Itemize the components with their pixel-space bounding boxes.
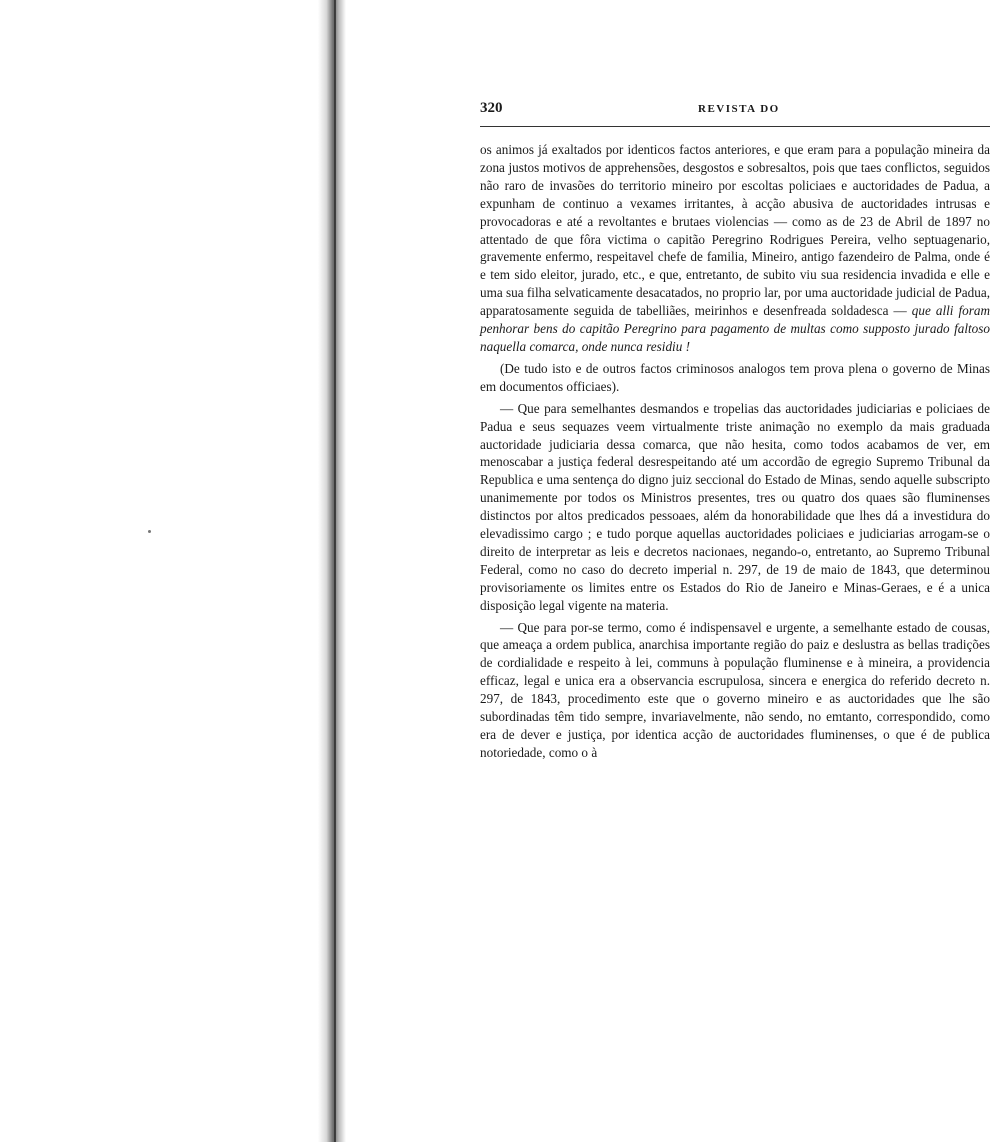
paragraph-2: (De tudo isto e de outros factos criminosos analogos tem prova plena o governo de Minas em documentos officiaes).	[480, 360, 990, 394]
page-number: 320	[480, 100, 503, 116]
paragraph-1-italic: que alli foram penhorar bens do capitão Peregrino para pagamento de multas como supposto jurado faltoso naquella comarca, onde nunca residiu !	[480, 303, 991, 354]
running-title: REVISTA DO	[698, 103, 780, 115]
page-header	[480, 100, 990, 127]
scan-speck	[148, 530, 151, 533]
book-gutter-line	[334, 0, 336, 1142]
book-gutter-shadow	[318, 0, 346, 1142]
paragraph-1	[480, 141, 990, 356]
book-page	[480, 100, 990, 762]
paragraph-3: — Que para semelhantes desmandos e tropelias das auctoridades judiciarias e policiaes de Padua e seus sequazes veem virtualmente triste animação no exemplo da mais graduada auctoridade judiciaria dessa comarca, que não hesita, como todos acabamos de ver, em menoscabar a justiça federal desrespeitando até um accordão de egregio Supremo Tribunal da Republica e uma sentença do digno juiz seccional do Estado de Minas, sendo aquelle subscripto unanimemente por todos os Ministros presentes, tres ou quatro dos quaes são fluminenses distinctos por altos predicados pessoaes, além da honorabilidade que lhes dá a investidura do elevadissimo cargo ; e tudo porque aquellas auctoridades policiaes e judiciarias arrogam-se o direito de interpretar as leis e decretos nacionaes, negando-o, entretanto, ao Supremo Tribunal Federal, como no caso do decreto imperial n. 297, de 19 de maio de 1843, que determinou provisoriamente os limites entre os Estados do Rio de Janeiro e Minas-Geraes, e é a unica disposição legal vigente na materia.	[480, 400, 990, 613]
paragraph-4: — Que para por-se termo, como é indispensavel e urgente, a semelhante estado de cousas, que ameaça a ordem publica, anarchisa importante região do paiz e deslustra as bellas tradições de cordialidade e respeito à lei, communs à população fluminense e à mineira, a providencia efficaz, legal e unica era a observancia escrupulosa, sincera e energica do referido decreto n. 297, de 1843, procedimento este que o governo mineiro e as auctoridades que lhe são subordinadas têm tido sempre, invariavelmente, não sendo, no emtanto, correspondido, como era de dever e justiça, por identica acção de auctoridades fluminenses, o que é de publica notoriedade, como o à	[480, 619, 990, 760]
paragraph-1-text: os animos já exaltados por identicos factos anteriores, e que eram para a população mineira da zona justos motivos de apprehensões, desgostos e sobresaltos, pois que taes conflictos, seguidos não raro de invasões do territorio mineiro por escoltas policiaes e auctoridades de Padua, a expunham de continuo a vexames irritantes, à acção abusiva de auctoridades intrusas e provocadoras e até a revoltantes e brutaes violencias — como as de 23 de Abril de 1897 no attentado de que fôra victima o capitão Peregrino Rodrigues Pereira, velho septuagenario, gravemente enfermo, respeitavel chefe de familia, Mineiro, antigo fazendeiro de Palma, onde é e tem sido eleitor, jurado, etc., e que, entretanto, de subito viu sua residencia invadida e elle e uma sua filha selvaticamente desacatados, no proprio lar, por uma auctoridade judicial de Padua, apparatosamente seguida de tabelliães, meirinhos e desenfreada soldadesca —	[480, 142, 990, 319]
